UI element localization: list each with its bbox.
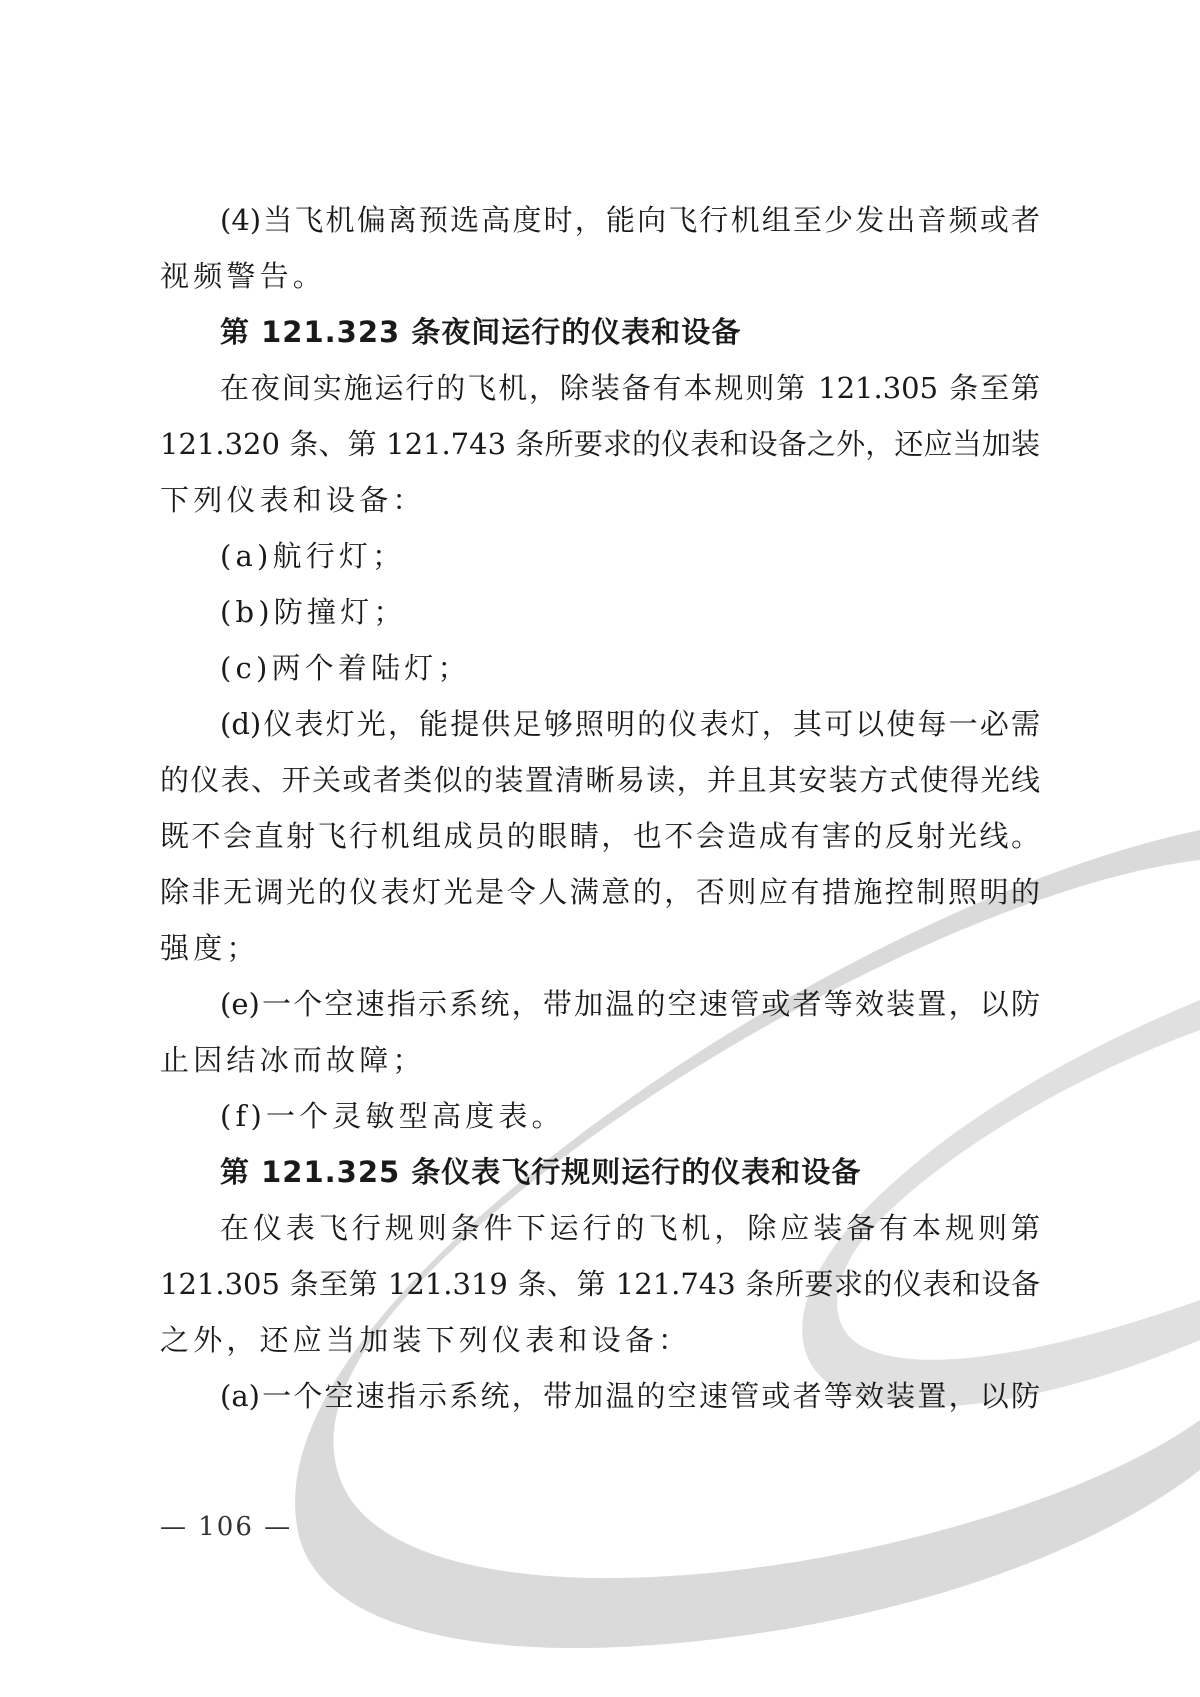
paragraph-line: 下列仪表和设备： <box>160 483 426 517</box>
paragraph-line: 在仪表飞行规则条件下运行的飞机，除应装备有本规则第 <box>220 1211 1040 1245</box>
paragraph-line: 的仪表、开关或者类似的装置清晰易读，并且其安装方式使得光线 <box>160 763 1040 797</box>
list-item: (d)仪表灯光，能提供足够照明的仪表灯，其可以使每一必需 <box>220 707 1040 741</box>
page-number: — 106 — <box>160 1512 293 1542</box>
paragraph-line: 121.305 条至第 121.319 条、第 121.743 条所要求的仪表和设备 <box>160 1267 1040 1301</box>
paragraph-line: 除非无调光的仪表灯光是令人满意的，否则应有措施控制照明的 <box>160 875 1040 909</box>
paragraph-line: 止因结冰而故障； <box>160 1043 426 1077</box>
list-item: (a)一个空速指示系统，带加温的空速管或者等效装置，以防 <box>220 1379 1040 1413</box>
paragraph-line: 121.320 条、第 121.743 条所要求的仪表和设备之外，还应当加装 <box>160 427 1040 461</box>
list-item: (b)防撞灯； <box>220 595 407 629</box>
paragraph-line: 强度； <box>160 931 260 965</box>
paragraph-line: 之外，还应当加装下列仪表和设备： <box>160 1323 692 1357</box>
section-heading: 第 121.323 条夜间运行的仪表和设备 <box>220 315 742 349</box>
list-item: (c)两个着陆灯； <box>220 651 471 685</box>
paragraph-line: (4)当飞机偏离预选高度时，能向飞行机组至少发出音频或者 <box>220 203 1040 237</box>
paragraph-line: 视频警告。 <box>160 259 327 293</box>
watermark-inner-swoosh <box>802 1000 1200 1407</box>
paragraph-line: 既不会直射飞行机组成员的眼睛，也不会造成有害的反射光线。 <box>160 819 1040 853</box>
paragraph-line: 在夜间实施运行的飞机，除装备有本规则第 121.305 条至第 <box>220 371 1040 405</box>
section-heading: 第 121.325 条仪表飞行规则运行的仪表和设备 <box>220 1155 862 1189</box>
list-item: (a)航行灯； <box>220 539 406 573</box>
list-item: (e)一个空速指示系统，带加温的空速管或者等效装置，以防 <box>220 987 1040 1021</box>
list-item: (f)一个灵敏型高度表。 <box>220 1099 565 1133</box>
